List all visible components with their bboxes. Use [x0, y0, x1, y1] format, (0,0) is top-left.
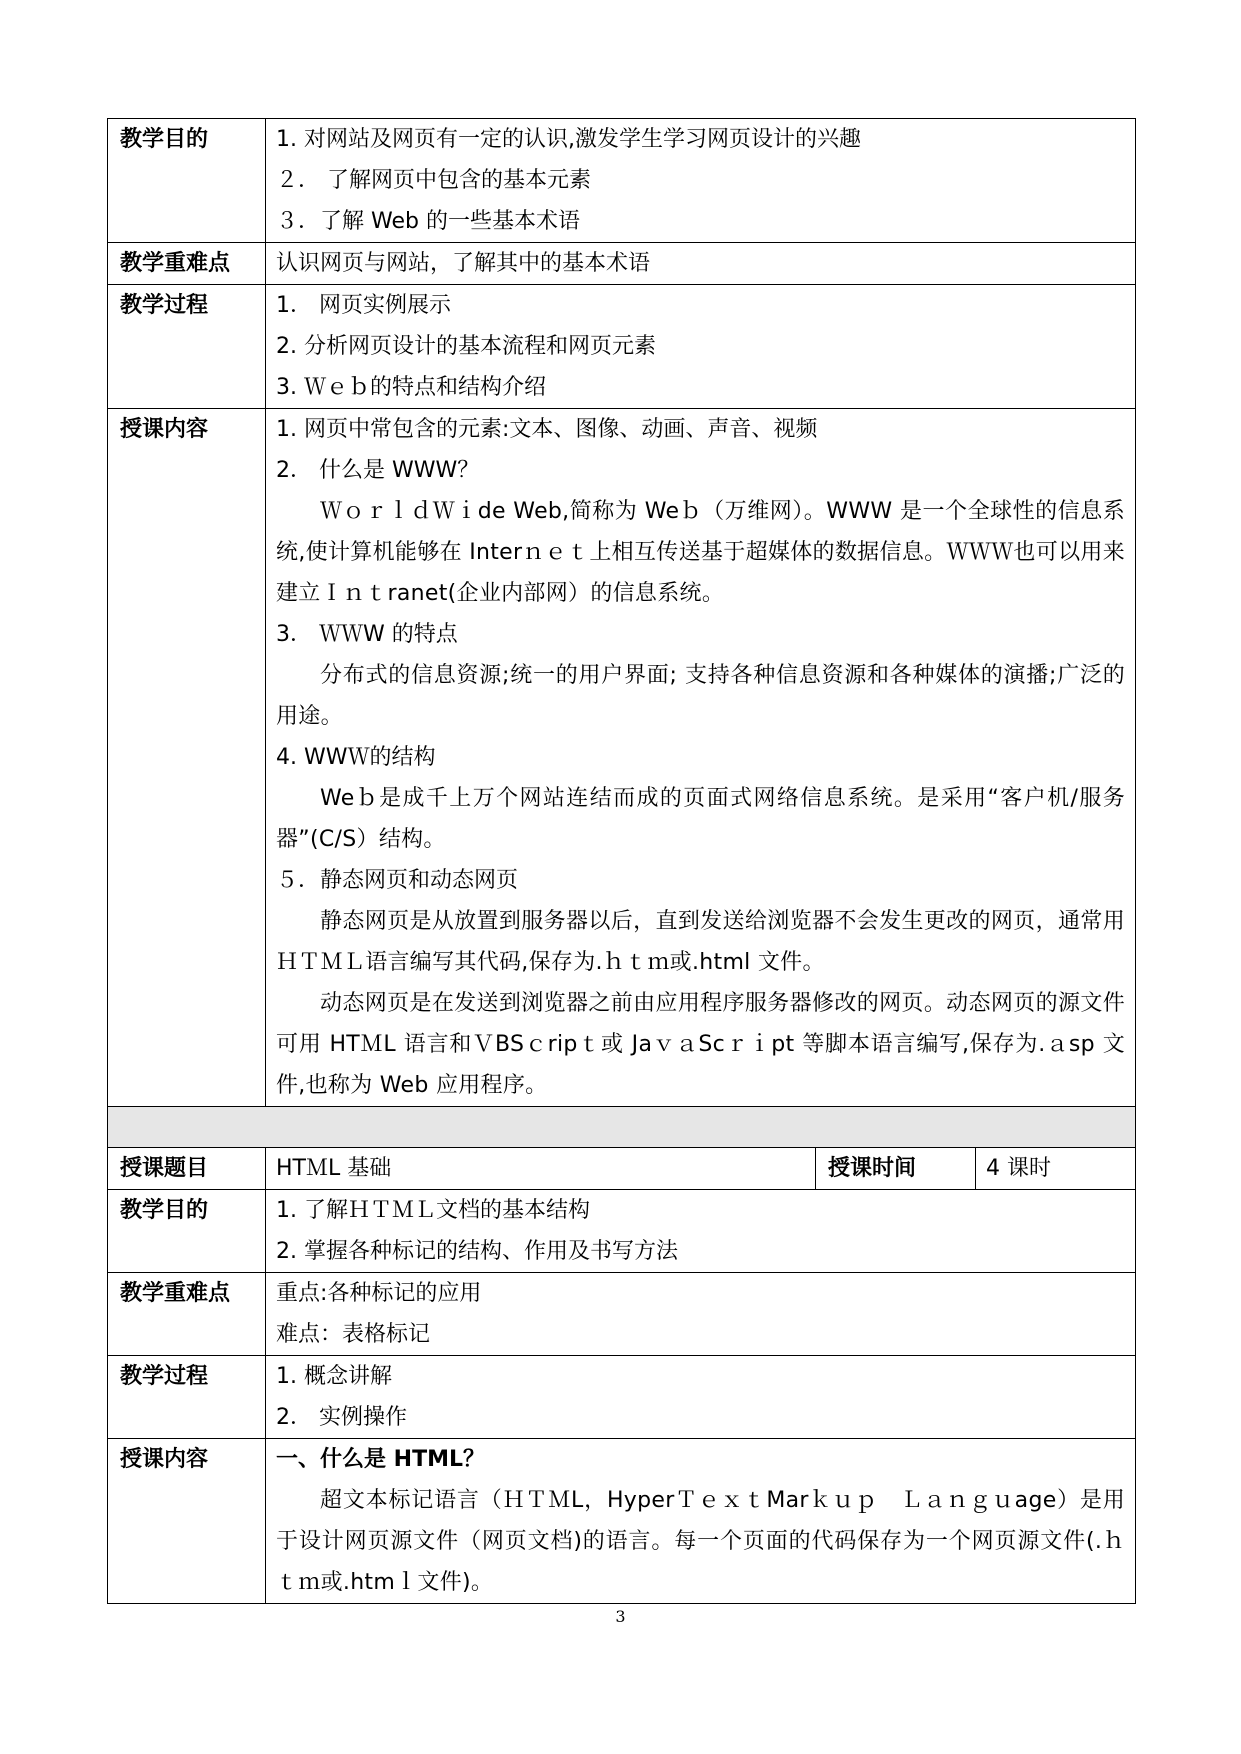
row-goal-2 — [108, 1190, 1136, 1273]
content-paragraph-features: 分布式的信息资源;统一的用户界面; 支持各种信息资源和各种媒体的演播;广泛的用途。 — [276, 663, 1126, 729]
goal-line-1: 1. 对网站及网页有一定的认识,激发学生学习网页设计的兴趣 — [276, 127, 861, 152]
keypoints-content — [266, 243, 1136, 285]
content-body — [266, 409, 1136, 1107]
content-paragraph-www: ＷｏｒｌｄＷｉde Web,简称为 Weｂ（万维网）。WWW 是一个全球性的信息系统,使计算机能够在 Interｎｅｔ上相互传送基于超媒体的数据信息。ＷＷＷ也可以用来建立Ｉｎｔranet(企业内部网）的信息系统。 — [276, 499, 1126, 606]
content-item-4: 4. WWＷ的结构 — [276, 745, 436, 770]
label-content: 授课内容 — [108, 409, 266, 1107]
content-item-2: 2． 什么是 WWW？ — [276, 458, 480, 483]
process-line-2: 2. 分析网页设计的基本流程和网页元素 — [276, 334, 656, 359]
row-keypoints-2 — [108, 1273, 1136, 1356]
content-item-5: ５．静态网页和动态网页 — [276, 868, 519, 893]
process-content — [266, 285, 1136, 409]
content-body-2 — [266, 1439, 1136, 1604]
process-content-2 — [266, 1356, 1136, 1439]
page-number: 3 — [615, 1607, 626, 1626]
label-content-2: 授课内容 — [108, 1439, 266, 1604]
lesson-page — [107, 118, 1135, 1604]
row-process-1 — [108, 285, 1136, 409]
time-value: 4 课时 — [976, 1148, 1136, 1190]
content-item-3: 3． ＷＷW 的特点 — [276, 622, 458, 647]
content2-paragraph: 超文本标记语言（ＨＴＭL，HyperＴｅｘｔMarｋｕｐ Ｌａｎｇｕage）是用于设计网页源文件（网页文档)的语言。每一个页面的代码保存为一个网页源文件(.ｈｔｍ或.htmｌ文件)。 — [276, 1488, 1126, 1595]
section-divider — [108, 1107, 1136, 1148]
keypoints2-line-2: 难点：表格标记 — [276, 1322, 431, 1347]
keypoints-line-1: 认识网页与网站，了解其中的基本术语 — [276, 251, 651, 276]
label-goal-2: 教学目的 — [108, 1190, 266, 1273]
label-process-2: 教学过程 — [108, 1356, 266, 1439]
row-topic-2 — [108, 1148, 1136, 1190]
content-paragraph-static: 静态网页是从放置到服务器以后，直到发送给浏览器不会发生更改的网页，通常用ＨＴＭＬ语言编写其代码,保存为.ｈｔｍ或.html 文件。 — [276, 909, 1126, 975]
label-time: 授课时间 — [816, 1148, 976, 1190]
label-topic: 授课题目 — [108, 1148, 266, 1190]
lesson-plan-table — [107, 118, 1136, 1604]
label-goal: 教学目的 — [108, 119, 266, 243]
row-keypoints-1 — [108, 243, 1136, 285]
row-content-1 — [108, 409, 1136, 1107]
process2-line-2: 2． 实例操作 — [276, 1405, 407, 1430]
process-line-3: 3. Ｗｅｂ的特点和结构介绍 — [276, 375, 546, 400]
process2-line-1: 1. 概念讲解 — [276, 1364, 392, 1389]
content2-heading: 一、什么是 HTML？ — [276, 1447, 485, 1472]
process-line-1: 1． 网页实例展示 — [276, 293, 451, 318]
keypoints2-line-1: 重点:各种标记的应用 — [276, 1281, 482, 1306]
keypoints-content-2 — [266, 1273, 1136, 1356]
content-paragraph-dynamic: 动态网页是在发送到浏览器之前由应用程序服务器修改的网页。动态网页的源文件可用 HTＭL 语言和ＶBSｃripｔ或 JaｖａScｒｉpt 等脚本语言编写,保存为.ａsp 文件,也称为 Web 应用程序。 — [276, 991, 1126, 1098]
content-item-1: 1. 网页中常包含的元素:文本、图像、动画、声音、视频 — [276, 417, 818, 442]
label-keypoints-2: 教学重难点 — [108, 1273, 266, 1356]
row-process-2 — [108, 1356, 1136, 1439]
content-paragraph-structure: Weｂ是成千上万个网站连结而成的页面式网络信息系统。是采用“客户机/服务器”(C/S）结构。 — [276, 786, 1126, 852]
section-divider-row — [108, 1107, 1136, 1148]
goal-content — [266, 119, 1136, 243]
goal2-line-2: 2. 掌握各种标记的结构、作用及书写方法 — [276, 1239, 678, 1264]
goal-line-2: ２． 了解网页中包含的基本元素 — [276, 168, 591, 193]
goal-content-2 — [266, 1190, 1136, 1273]
goal-line-3: ３．了解 Web 的一些基本术语 — [276, 209, 580, 234]
label-keypoints: 教学重难点 — [108, 243, 266, 285]
label-process: 教学过程 — [108, 285, 266, 409]
topic-value: HTＭL 基础 — [266, 1148, 816, 1190]
row-goal-1 — [108, 119, 1136, 243]
goal2-line-1: 1. 了解ＨＴＭＬ文档的基本结构 — [276, 1198, 590, 1223]
row-content-2 — [108, 1439, 1136, 1604]
